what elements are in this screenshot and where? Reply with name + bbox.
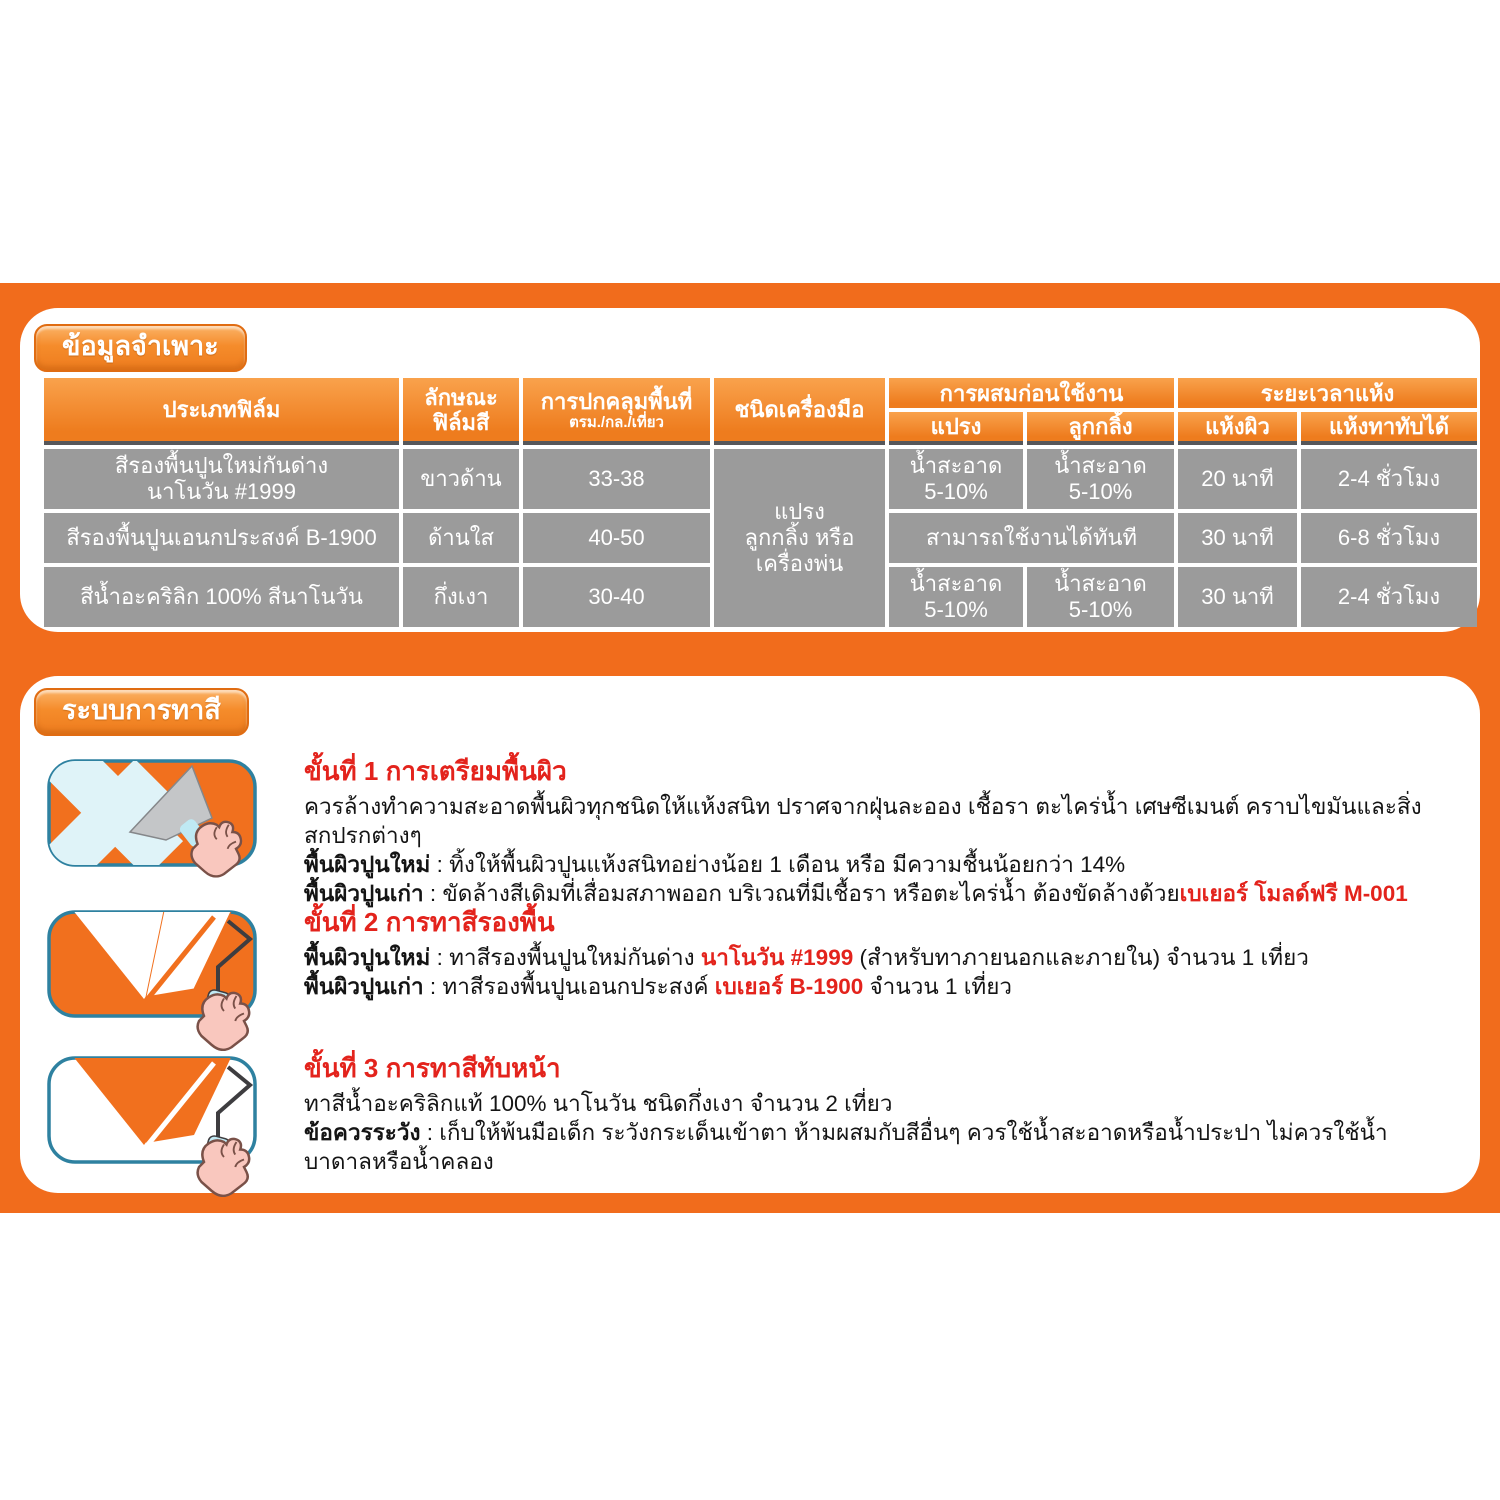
cell-roller-mix: น้ำสะอาด 5-10%: [1027, 449, 1174, 509]
col-header-mixing-group: การผสมก่อนใช้งาน: [889, 378, 1174, 408]
cell-film-look: ด้านใส: [403, 513, 519, 563]
text-segment: พื้นผิวปูนใหม่: [304, 945, 431, 970]
step-1-line: [304, 879, 1454, 908]
cell-tool: แปรง ลูกกลิ้ง หรือ เครื่องพ่น: [714, 449, 885, 627]
paint-roller-topcoat-icon: [46, 1055, 258, 1165]
paint-roller-primer-icon: [46, 909, 258, 1019]
scraper-icon: [46, 758, 258, 868]
cell-film-type: สีรองพื้นปูนเอนกประสงค์ B-1900: [44, 513, 399, 563]
cell-surface-dry: 30 นาที: [1178, 513, 1297, 563]
col-header-film-look: ลักษณะ ฟิล์มสี: [403, 378, 519, 445]
col-header-roller: ลูกกลิ้ง: [1027, 412, 1174, 445]
cell-coverage: 40-50: [523, 513, 710, 563]
text-segment: ควรล้างทำความสะอาดพื้นผิวทุกชนิดให้แห้งสนิท ปราศจากฝุ่นละออง เชื้อรา ตะไคร่น้ำ เศษซีเมนต์ คราบไขมันและสิ่งสกปรกต่างๆ: [304, 794, 1422, 848]
text-segment: เบเยอร์ B-1900: [714, 974, 864, 999]
col-header-recoat-dry: แห้งทาทับได้: [1301, 412, 1477, 445]
col-header-drying-group: ระยะเวลาแห้ง: [1178, 378, 1477, 408]
text-segment: : ทาสีรองพื้นปูนใหม่กันด่าง: [430, 945, 701, 970]
cell-recoat-dry: 6-8 ชั่วโมง: [1301, 513, 1477, 563]
col-header-brush: แปรง: [889, 412, 1023, 445]
cell-film-look: กึ่งเงา: [403, 567, 519, 627]
text-segment: : ทิ้งให้พื้นผิวปูนแห้งสนิทอย่างน้อย 1 เดือน หรือ มีความชื้นน้อยกว่า 14%: [430, 852, 1126, 877]
text-segment: ทาสีน้ำอะคริลิกแท้ 100% นาโนวัน ชนิดกึ่งเงา จำนวน 2 เที่ยว: [304, 1091, 893, 1116]
text-segment: : เก็บให้พ้นมือเด็ก ระวังกระเด็นเข้าตา ห้ามผสมกับสีอื่นๆ ควรใช้น้ำสะอาดหรือน้ำประปา ไม่ควรใช้น้ำบาดาลหรือน้ำคลอง: [304, 1120, 1388, 1174]
table-row: [44, 449, 1477, 509]
painting-system-title-badge: ระบบการทาสี: [34, 688, 249, 736]
col-header-coverage: การปกคลุมพื้นที่ ตรม./กล./เที่ยว: [523, 378, 710, 445]
cell-surface-dry: 20 นาที: [1178, 449, 1297, 509]
orange-background: [0, 283, 1500, 1213]
col-header-surface-dry: แห้งผิว: [1178, 412, 1297, 445]
coverage-unit: ตรม./กล./เที่ยว: [569, 413, 664, 431]
cell-roller-mix: น้ำสะอาด 5-10%: [1027, 567, 1174, 627]
cell-film-type: สีรองพื้นปูนใหม่กันด่าง นาโนวัน #1999: [44, 449, 399, 509]
step-2-heading: ขั้นที่ 2 การทาสีรองพื้น: [304, 907, 555, 937]
step-3-line: [304, 1118, 1454, 1176]
step-1-line: [304, 850, 1454, 879]
step-1-line: [304, 792, 1454, 850]
step-1-body: [304, 756, 1454, 908]
col-header-film-type: ประเภทฟิล์ม: [44, 378, 399, 445]
cell-mix-merged: สามารถใช้งานได้ทันที: [889, 513, 1174, 563]
cell-recoat-dry: 2-4 ชั่วโมง: [1301, 567, 1477, 627]
text-segment: (สำหรับทาภายนอกและภายใน) จำนวน 1 เที่ยว: [853, 945, 1309, 970]
step-3-body: [304, 1053, 1454, 1176]
step-2-line: [304, 972, 1454, 1001]
step-2-body: [304, 907, 1454, 1001]
cell-surface-dry: 30 นาที: [1178, 567, 1297, 627]
specifications-panel: [20, 308, 1480, 632]
step-3: [46, 1053, 1454, 1176]
step-3-heading: ขั้นที่ 3 การทาสีทับหน้า: [304, 1053, 561, 1083]
cell-recoat-dry: 2-4 ชั่วโมง: [1301, 449, 1477, 509]
step-2: [46, 907, 1454, 1001]
cell-film-look: ขาวด้าน: [403, 449, 519, 509]
text-segment: พื้นผิวปูนเก่า: [304, 974, 424, 999]
col-header-tool: ชนิดเครื่องมือ: [714, 378, 885, 445]
painting-system-panel: [20, 676, 1480, 1193]
step-1: [46, 756, 1454, 908]
cell-film-type: สีน้ำอะคริลิก 100% สีนาโนวัน: [44, 567, 399, 627]
cell-coverage: 33-38: [523, 449, 710, 509]
step-1-heading: ขั้นที่ 1 การเตรียมพื้นผิว: [304, 756, 567, 786]
text-segment: : ทาสีรองพื้นปูนเอนกประสงค์: [423, 974, 715, 999]
text-segment: เบเยอร์ โมลด์ฟรี M-001: [1179, 881, 1408, 906]
text-segment: : ขัดล้างสีเดิมที่เสื่อมสภาพออก บริเวณที่มีเชื้อรา หรือตะไคร่น้ำ ต้องขัดล้างด้วย: [423, 881, 1180, 906]
specifications-title-badge: ข้อมูลจำเพาะ: [34, 324, 247, 372]
text-segment: พื้นผิวปูนเก่า: [304, 881, 424, 906]
text-segment: จำนวน 1 เที่ยว: [863, 974, 1013, 999]
spec-table: [40, 374, 1481, 631]
text-segment: ข้อควรระวัง: [304, 1120, 421, 1145]
cell-coverage: 30-40: [523, 567, 710, 627]
cell-brush-mix: น้ำสะอาด 5-10%: [889, 567, 1023, 627]
text-segment: พื้นผิวปูนใหม่: [304, 852, 431, 877]
step-2-line: [304, 943, 1454, 972]
cell-brush-mix: น้ำสะอาด 5-10%: [889, 449, 1023, 509]
text-segment: นาโนวัน #1999: [700, 945, 854, 970]
step-3-line: [304, 1089, 1454, 1118]
